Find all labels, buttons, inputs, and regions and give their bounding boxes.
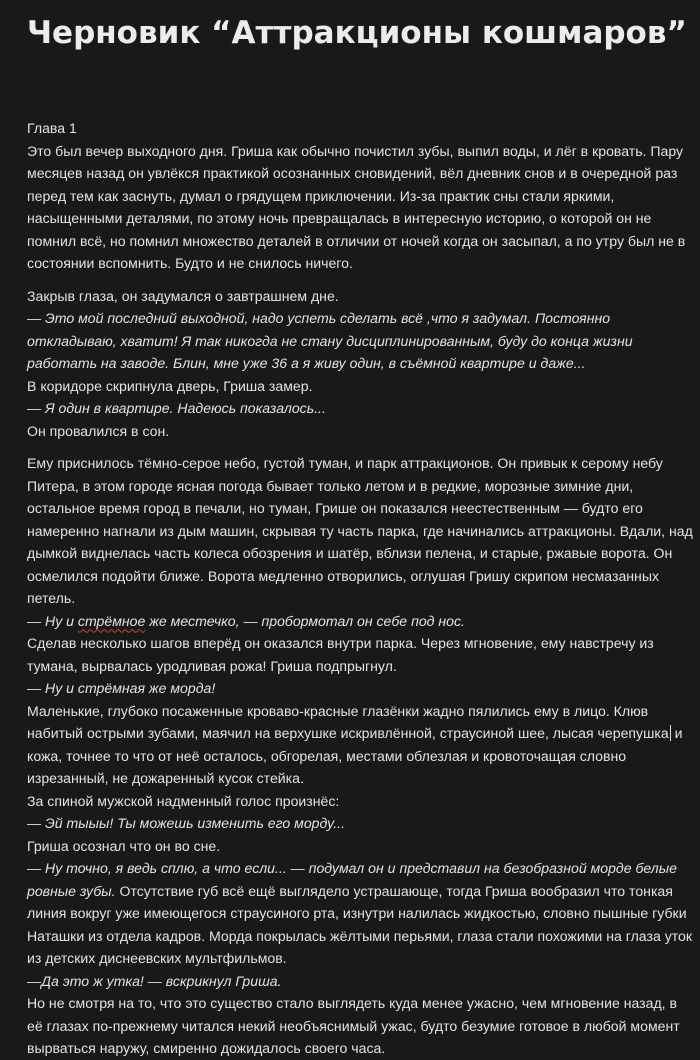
dialogue-line[interactable] <box>27 610 693 633</box>
paragraph[interactable]: Ему приснилось тёмно-серое небо, густой туман, и парк аттракционов. Он привык к серому небу Питера, в этом городе ясная погода бывает только летом и в редкие, морозные зимние дни, остальное время город в печали, но туман, Грише он показался неестественным — будто его намеренно нагнали из дым машин, скрывая ту часть парка, где начинались аттракционы. Вдали, над дымкой виднелась часть колеса обозрения и шатёр, вблизи пелена, и старые, ржавые ворота. Он осмелился подойти ближе. Ворота медленно отворились, оглушая Гришу скрипом несмазанных петель. <box>27 455 693 606</box>
paragraph-text: Маленькие, глубоко посаженные кроваво-красные глазёнки жадно пялились ему в лицо. Клюв набитый острыми зубами, маячил на верхушке искривлённой, страусиной шее, лысая черепушка <box>27 702 669 741</box>
paragraph-text: Отсутствие губ всё ещё выглядело устрашающе, тогда Гриша вообразил что тонкая линия вокруг уже имеющегося страусиного рта, изнутри налилась жидкостью, словно пышные губки Наташки из отдела кадров. Морда покрылась жёлтыми перьями, глаза стали похожими на глаза уток из детских диснеевских мультфильмов. <box>27 882 693 966</box>
dialogue-text: же местечко, — пробормотал он себе под нос. <box>145 612 465 629</box>
paragraph-text: и кожа, точнее то что от неё осталось, обгорелая, местами облезлая и кровоточащая словно изрезанный, не дожаренный кусок стейка. <box>27 725 683 786</box>
document-body[interactable] <box>27 117 693 1060</box>
paragraph[interactable] <box>27 857 693 970</box>
paragraph[interactable]: За спиной мужской надменный голос произнёс: <box>27 792 340 809</box>
dialogue-line[interactable]: — Это мой последний выходной, надо успеть сделать всё ,что я задумал. Постоянно откладываю, хватит! Я так никогда не стану дисциплинированным, буду до конца жизни работать на заводе. Блин, мне уже 36 а я живу один, в съёмной квартире и даже... <box>27 310 633 371</box>
dialogue-text: — Ну точно, я ведь сплю, а что если... — подумал он и представил на безобразной морде белые ровные зубы. <box>27 860 677 899</box>
paragraph[interactable]: Но не смотря на то, что это существо стало выглядеть куда менее ужасно, чем мгновение назад, в её глазах по-прежнему читался некий необъяснимый ужас, будто безумие готовое в любой момент вырваться наружу, смиренно дожидалось своего часа. <box>27 995 680 1056</box>
spellcheck-error-word[interactable]: стрёмное <box>77 612 146 629</box>
document-title[interactable]: Черновик “Аттракционы кошмаров” <box>27 15 687 51</box>
paragraph-gap <box>27 442 693 452</box>
paragraph[interactable]: Он провалился в сон. <box>27 422 170 439</box>
dialogue-text: — Ну и <box>27 612 78 629</box>
paragraph[interactable]: Сделав несколько шагов вперёд он оказался внутри парка. Через мгновение, ему навстречу из тумана, вырвалась уродливая рожа! Гриша подпрыгнул. <box>27 635 654 674</box>
chapter-heading[interactable]: Глава 1 <box>27 120 77 136</box>
paragraph[interactable]: В коридоре скрипнула дверь, Гриша замер. <box>27 377 313 394</box>
paragraph-gap <box>27 275 693 285</box>
paragraph[interactable]: Закрыв глаза, он задумался о завтрашнем дне. <box>27 287 339 304</box>
dialogue-line[interactable]: — Я один в квартире. Надеюсь показалось... <box>27 400 326 416</box>
paragraph[interactable] <box>27 700 693 790</box>
dialogue-line[interactable]: — Эй тыыы! Ты можешь изменить его морду... <box>27 815 346 831</box>
dialogue-line[interactable]: —Да это ж утка! — вскрикнул Гриша. <box>27 972 282 989</box>
paragraph[interactable]: Это был вечер выходного дня. Гриша как обычно почистил зубы, выпил воды, и лёг в кровать. Пару месяцев назад он увлёкся практикой осознанных сновидений, вёл дневник снов и в очередной раз перед тем как заснуть, думал о грядущем приключении. Из-за практик сны стали яркими, насыщенными деталями, по этому ночь превращалась в интересную историю, о которой он не помнил всё, но помнил множество деталей в отличии от ночей когда он засыпал, а по утру был не в состоянии вспомнить. Будто и не снилось ничего. <box>27 142 686 271</box>
paragraph[interactable]: Гриша осознал что он во сне. <box>27 837 221 854</box>
dialogue-line[interactable]: — Ну и стрёмная же морда! <box>27 680 216 696</box>
